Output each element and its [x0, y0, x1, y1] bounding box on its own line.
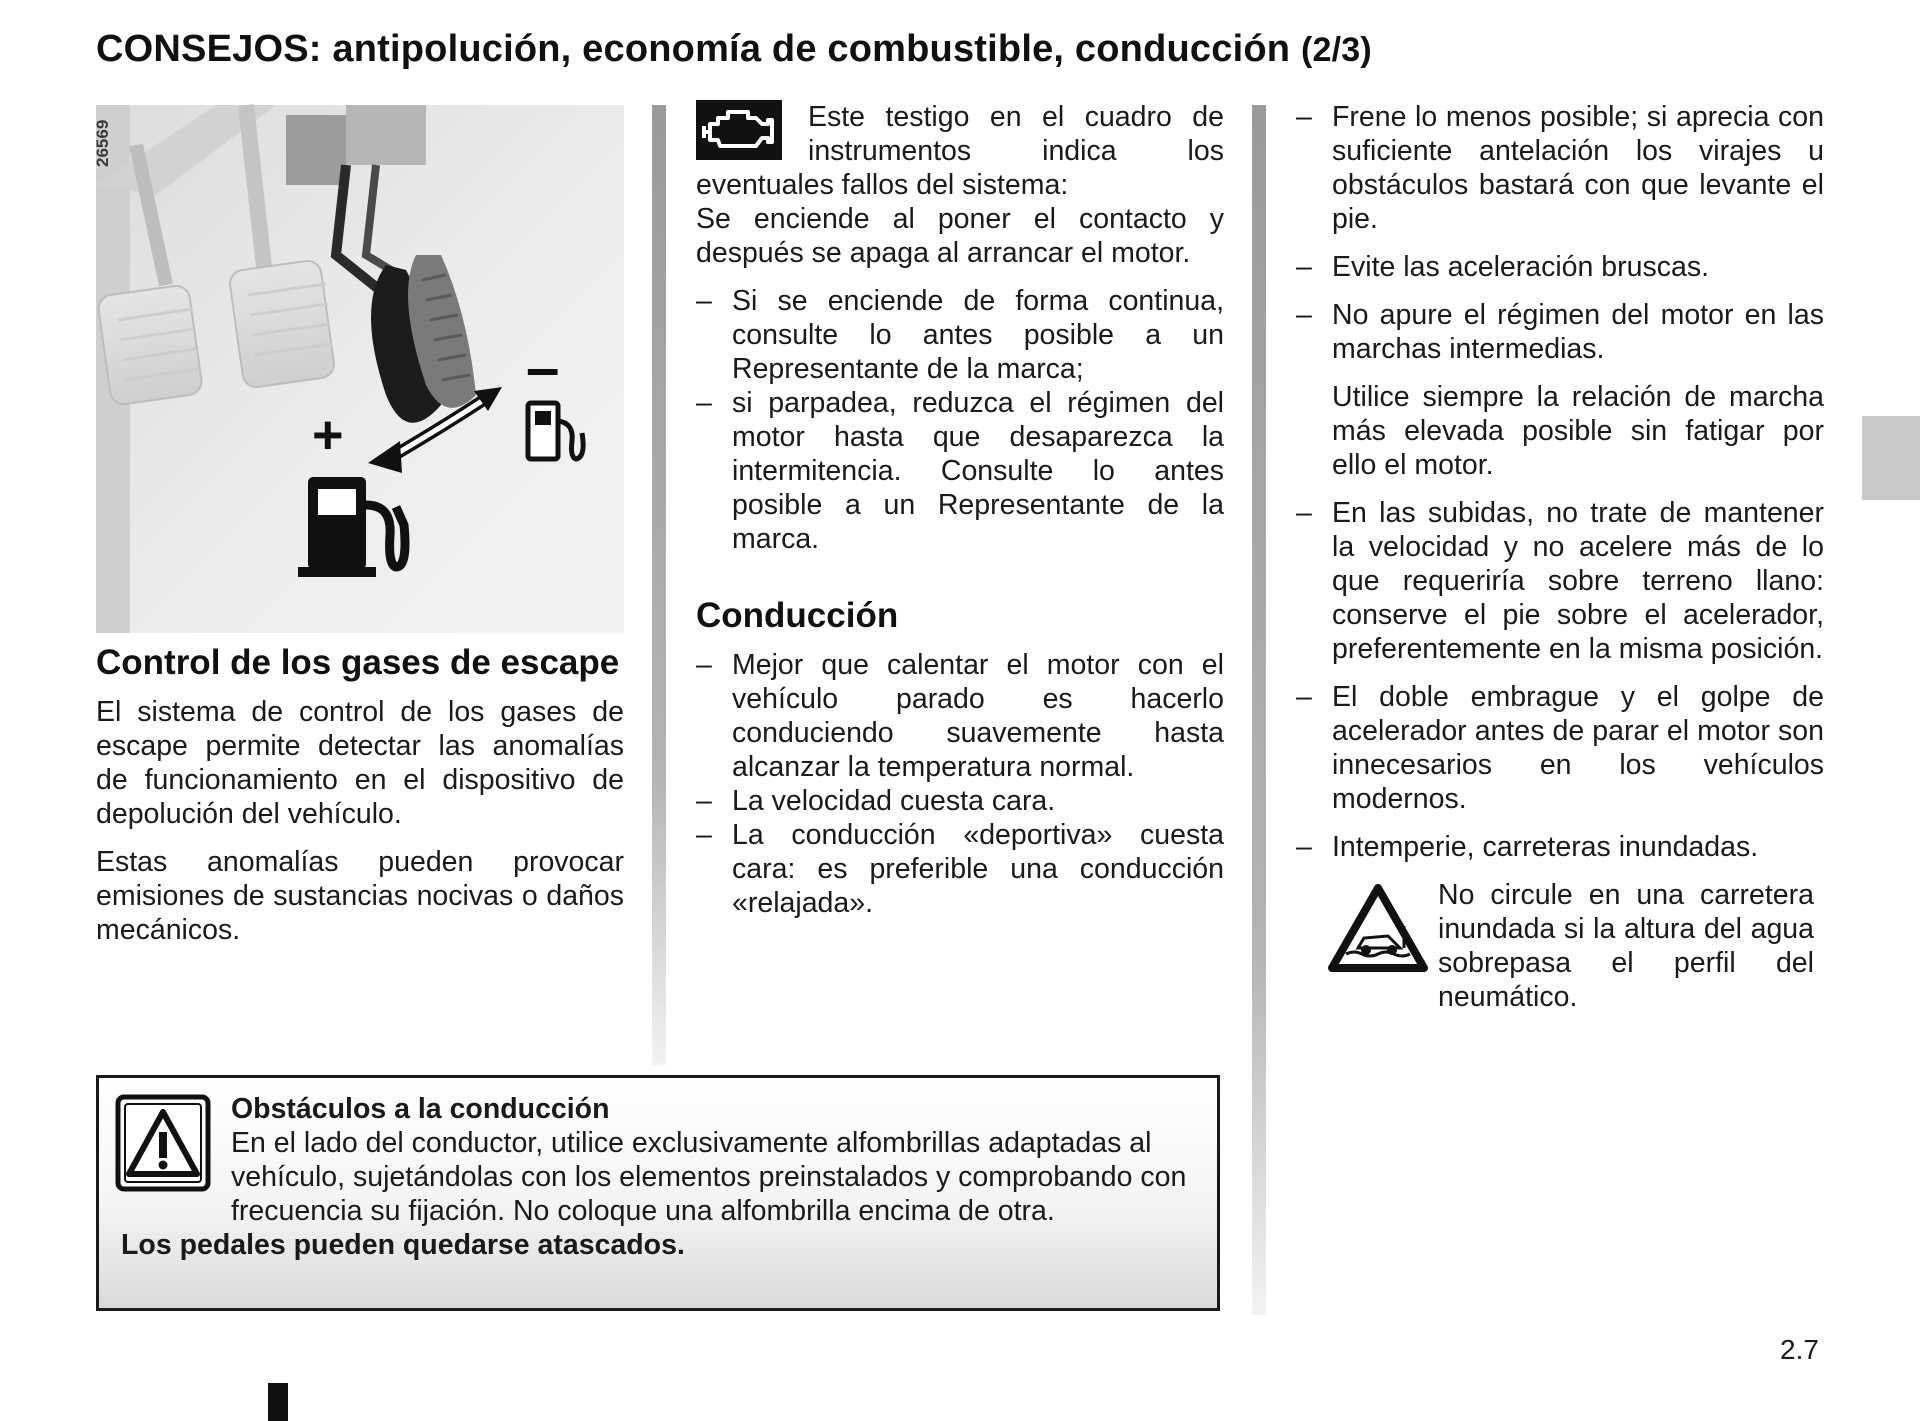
warning-light-block	[696, 100, 1224, 270]
list-item: – Intemperie, carreteras inundadas.	[1296, 830, 1824, 864]
exhaust-paragraph-1: El sistema de control de los gases de escape permite detectar las anomalías de funcionamiento en el dispositivo de depolución del vehículo.	[96, 696, 624, 830]
pedals-illustration	[93, 105, 624, 633]
engine-warning-icon	[696, 100, 782, 160]
list-item: – En las subidas, no trate de mantener la velocidad y no acelere más de lo que requeriría sobre terreno llano: conserve el pie sobre el acelerador, preferentemente en la misma posición.	[1296, 496, 1824, 666]
gear-note: Utilice siempre la relación de marcha más elevada posible sin fatigar por ello el motor.	[1332, 381, 1824, 481]
list-item: – El doble embrague y el golpe de acelerador antes de parar el motor son innecesarios en los vehículos modernos.	[1296, 680, 1824, 816]
figure-minus-symbol: –	[526, 334, 560, 401]
list-item: – La velocidad cuesta cara.	[696, 784, 1224, 818]
warning-box-body	[231, 1092, 1197, 1228]
list-item: – si parpadea, reduzca el régimen del motor hasta que desaparezca la intermitencia. Consulte lo antes posible a un Representante de la marca.	[696, 386, 1224, 556]
warning-box-text: En el lado del conductor, utilice exclusivamente alfombrillas adaptadas al vehículo, sujetándolas con los elementos preinstalados y comprobando con frecuencia su fijación. No coloque una alfombrilla encima de otra.	[231, 1127, 1187, 1227]
column-divider-left	[652, 105, 666, 1065]
list-item: – Frene lo menos posible; si aprecia con suficiente antelación los virajes u obstáculos bastará con que levante el pie.	[1296, 100, 1824, 236]
flood-warning	[1332, 878, 1824, 1014]
page-title	[96, 28, 1372, 71]
warning-light-list	[696, 284, 1224, 556]
right-list-2	[1296, 496, 1824, 864]
page-title-part: (2/3)	[1300, 31, 1372, 69]
right-column	[1296, 100, 1824, 1014]
driving-list	[696, 648, 1224, 920]
figure-ref-number: 26569	[93, 119, 112, 167]
figure-plus-symbol: +	[312, 405, 344, 465]
list-item: – Mejor que calentar el motor con el vehículo parado es hacerlo conduciendo suavemente hasta alcanzar la temperatura normal.	[696, 648, 1224, 784]
left-column-text	[96, 643, 624, 961]
right-list-1	[1296, 100, 1824, 366]
flood-warning-text: No circule en una carretera inundada si la altura del agua sobrepasa el perfil del neumático.	[1438, 879, 1814, 1013]
section-tab	[1862, 416, 1920, 500]
print-mark	[268, 1383, 288, 1421]
warning-box-footer: Los pedales pueden quedarse atascados.	[121, 1229, 685, 1261]
middle-column	[696, 100, 1224, 934]
list-item: – Evite las aceleración bruscas.	[1296, 250, 1824, 284]
page-number: 2.7	[1780, 1334, 1819, 1365]
list-item: – Si se enciende de forma continua, consulte lo antes posible a un Representante de la marca;	[696, 284, 1224, 386]
list-item: – No apure el régimen del motor en las marchas intermedias.	[1296, 298, 1824, 366]
warning-box-title: Obstáculos a la conducción	[231, 1093, 610, 1125]
page-title-text: CONSEJOS: antipolución, economía de combustible, conducción	[96, 28, 1291, 70]
warning-triangle-icon	[115, 1094, 211, 1192]
flooded-road-warning-icon	[1328, 882, 1428, 974]
exhaust-heading: Control de los gases de escape	[96, 643, 620, 682]
driving-heading: Conducción	[696, 596, 899, 635]
driving-obstacles-warning-box	[96, 1075, 1220, 1311]
exhaust-paragraph-2: Estas anomalías pueden provocar emisiones de sustancias nocivas o daños mecánicos.	[96, 846, 624, 946]
pedals-drawing	[93, 105, 624, 633]
column-divider-right	[1252, 105, 1266, 1315]
warning-light-paragraph-1: Este testigo en el cuadro de instrumentos indica los eventuales fallos del sistema:	[696, 101, 1224, 201]
warning-light-paragraph-2: Se enciende al poner el contacto y después se apaga al arrancar el motor.	[696, 203, 1224, 269]
list-item: – La conducción «deportiva» cuesta cara: es preferible una conducción «relajada».	[696, 818, 1224, 920]
